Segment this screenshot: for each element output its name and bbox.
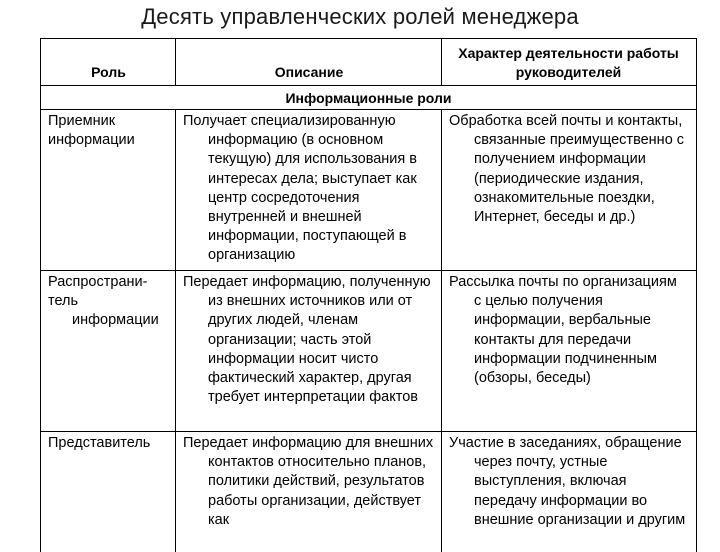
- role-text: информации: [48, 132, 135, 149]
- role-cell: Представитель: [41, 432, 176, 552]
- activity-cell: Рассылка почты по организациям с целью получения информации, вербальные контакты для передачи информации подчиненным (обзоры, беседы): [449, 274, 677, 387]
- role-text: тель: [48, 293, 79, 310]
- description-cell: Передает информацию для внешних контактов относительно планов, политики действий, результатов работы организации, действует как: [176, 432, 442, 552]
- role-cell: [41, 271, 176, 431]
- table-header-row: [41, 39, 696, 85]
- role-text: Распространи-: [48, 274, 148, 290]
- header-activity: Характер деятельности работы руководителей: [458, 45, 679, 80]
- roles-table: [40, 38, 697, 552]
- description-cell: Передает информацию, полученную из внешних источников или от других людей, членам организации; часть этой информации носит чисто фактический характер, другая требует интерпретации фактов: [176, 271, 442, 431]
- table-row: [41, 109, 696, 270]
- table-row: [41, 270, 696, 431]
- role-text: Приемник: [48, 113, 116, 129]
- header-role: Роль: [41, 39, 176, 85]
- section-informational-roles: Информационные роли: [41, 85, 696, 109]
- activity-cell: Обработка всей почты и контакты, связанные преимущественно с получением информации (периодические издания, ознакомительные поездки, Интернет, беседы и др.): [449, 113, 685, 226]
- header-description: Описание: [176, 39, 442, 85]
- role-text: информации: [72, 312, 159, 329]
- role-cell: [41, 110, 176, 270]
- table-row: [41, 431, 696, 552]
- page-title: Десять управленческих ролей менеджера: [141, 4, 579, 29]
- description-cell: Получает специализированную информацию (в основном текущую) для использования в интересах дела; выступает как центр сосредоточения внутренней и внешней информации, поступающей в организацию: [176, 110, 442, 270]
- activity-cell: Участие в заседаниях, обращение через почту, устные выступления, включая передачу информации во внешние организации и другим: [449, 435, 686, 528]
